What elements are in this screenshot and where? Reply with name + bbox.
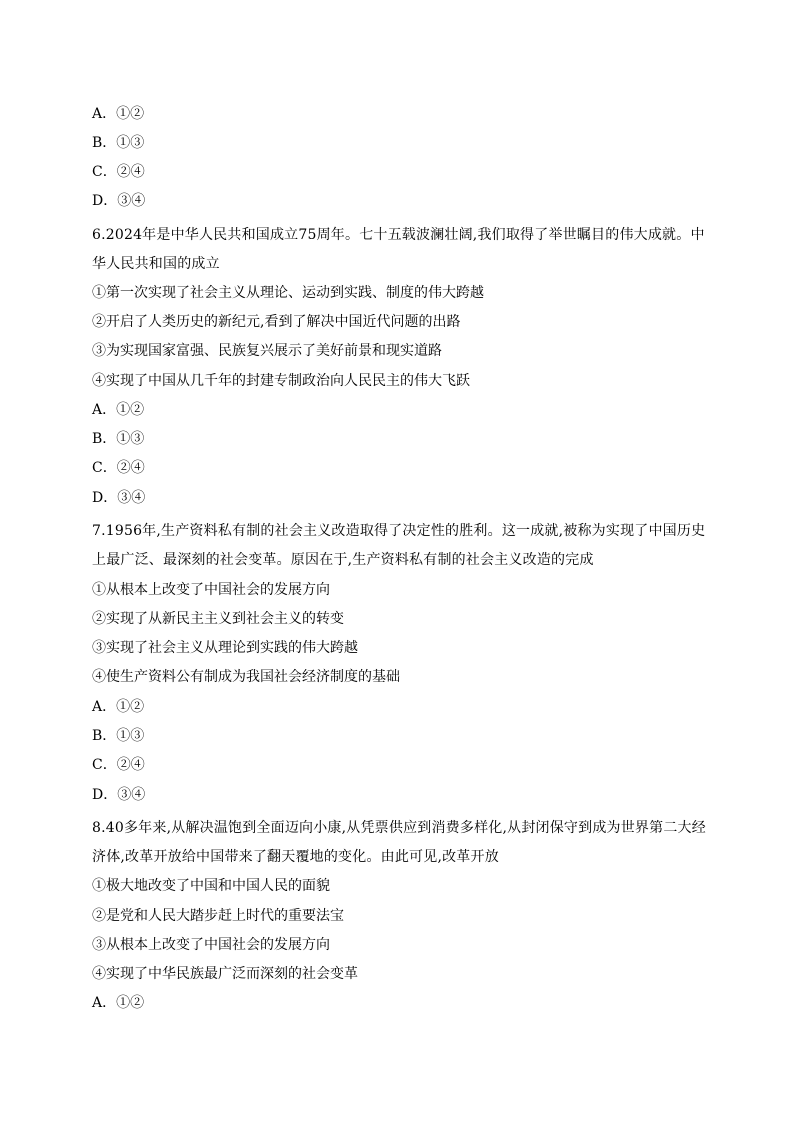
question-7-statement-1: ①从根本上改变了中国社会的发展方向 — [92, 582, 330, 598]
question-7-stem-line-1: 7.1956年,生产资料私有制的社会主义改造取得了决定性的胜利。这一成就,被称为实现了中国历史 — [92, 523, 706, 539]
question-8-statement-4: ④实现了中华民族最广泛而深刻的社会变革 — [92, 966, 358, 982]
question-6-statement-4: ④实现了中国从几千年的封建专制政治向人民民主的伟大飞跃 — [92, 373, 470, 389]
question-7-option-d: D．③④ — [92, 787, 146, 803]
question-6-statement-3: ③为实现国家富强、民族复兴展示了美好前景和现实道路 — [92, 343, 442, 359]
question-8-option-a: A．①② — [92, 995, 145, 1011]
question-6-option-c: C．②④ — [92, 460, 145, 476]
question-6-stem-line-1: 6.2024年是中华人民共和国成立75周年。七十五载波澜壮阔,我们取得了举世瞩目的伟大成就。中 — [92, 227, 705, 243]
question-8-stem-line-2: 济体,改革开放给中国带来了翻天覆地的变化。由此可见,改革开放 — [92, 849, 499, 865]
question-7-option-b: B．①③ — [92, 728, 145, 744]
question-6-option-b: B．①③ — [92, 431, 145, 447]
option-b: B．①③ — [92, 135, 145, 151]
question-8-statement-2: ②是党和人民大踏步赶上时代的重要法宝 — [92, 908, 344, 924]
question-7-option-a: A．①② — [92, 699, 145, 715]
question-8-statement-3: ③从根本上改变了中国社会的发展方向 — [92, 937, 330, 953]
question-7-statement-3: ③实现了社会主义从理论到实践的伟大跨越 — [92, 640, 358, 656]
option-c: C．②④ — [92, 164, 145, 180]
option-a: A．①② — [92, 106, 145, 122]
option-d: D．③④ — [92, 193, 146, 209]
question-6-stem-line-2: 华人民共和国的成立 — [92, 256, 220, 272]
question-7-statement-4: ④使生产资料公有制成为我国社会经济制度的基础 — [92, 669, 400, 685]
question-7-stem-line-2: 上最广泛、最深刻的社会变革。原因在于,生产资料私有制的社会主义改造的完成 — [92, 552, 594, 568]
question-6-statement-2: ②开启了人类历史的新纪元,看到了解决中国近代问题的出路 — [92, 314, 461, 330]
question-8-statement-1: ①极大地改变了中国和中国人民的面貌 — [92, 878, 330, 894]
question-8-stem-line-1: 8.40多年来,从解决温饱到全面迈向小康,从凭票供应到消费多样化,从封闭保守到成为世界第二大经 — [92, 820, 706, 836]
question-7-option-c: C．②④ — [92, 757, 145, 773]
question-6-statement-1: ①第一次实现了社会主义从理论、运动到实践、制度的伟大跨越 — [92, 285, 484, 301]
question-7-statement-2: ②实现了从新民主主义到社会主义的转变 — [92, 611, 344, 627]
question-6-option-a: A．①② — [92, 402, 145, 418]
question-6-option-d: D．③④ — [92, 490, 146, 506]
